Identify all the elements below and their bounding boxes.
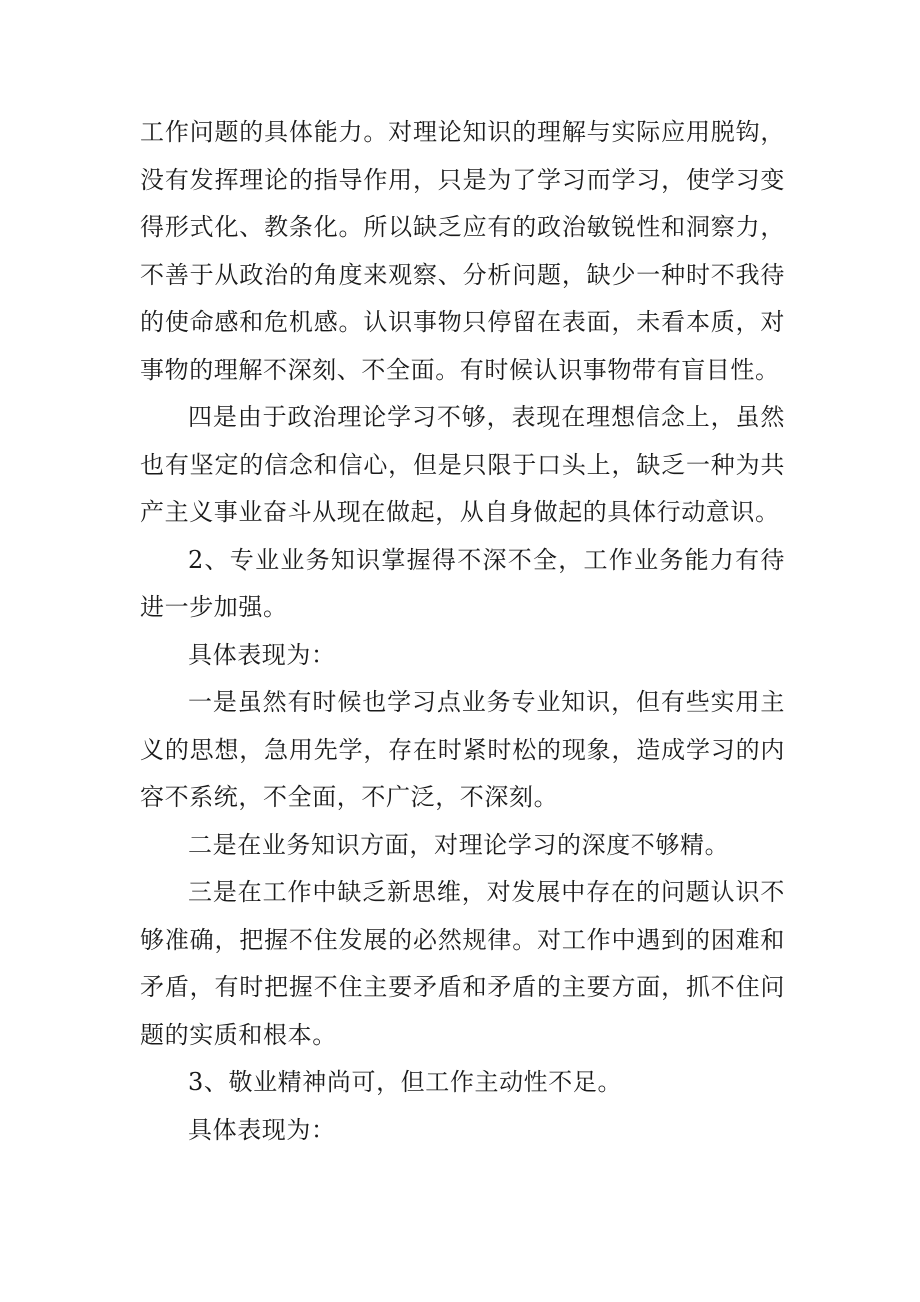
document-body [140, 109, 785, 1154]
paragraph-heading-professional-knowledge: 2、专业业务知识掌握得不深不全，工作业务能力有待进一步加强。 [140, 545, 785, 621]
paragraph-point-two: 二是在业务知识方面，对理论学习的深度不够精。 [188, 830, 730, 859]
paragraph-point-one: 一是虽然有时候也学习点业务专业知识，但有些实用主义的思想，急用先学，存在时紧时松的现象，造成学习的内容不系统，不全面，不广泛，不深刻。 [140, 688, 785, 811]
paragraph-continuation: 工作问题的具体能力。对理论知识的理解与实际应用脱钩，没有发挥理论的指导作用，只是为了学习而学习，使学习变得形式化、教条化。所以缺乏应有的政治敏锐性和洞察力，不善于从政治的角度来观察、分析问题，缺少一种时不我待的使命感和危机感。认识事物只停留在表面，未看本质，对事物的理解不深刻、不全面。有时候认识事物带有盲目性。 [140, 118, 785, 384]
paragraph-heading-dedication: 3、敬业精神尚可，但工作主动性不足。 [188, 1068, 623, 1096]
paragraph-ideals-belief: 四是由于政治理论学习不够，表现在理想信念上，虽然也有坚定的信念和信心，但是只限于口头上，缺乏一种为共产主义事业奋斗从现在做起，从自身做起的具体行动意识。 [140, 403, 785, 526]
paragraph-label-manifestation-1: 具体表现为： [188, 640, 336, 669]
paragraph-point-three: 三是在工作中缺乏新思维，对发展中存在的问题认识不够准确，把握不住发展的必然规律。对工作中遇到的困难和矛盾，有时把握不住主要矛盾和矛盾的主要方面，抓不住问题的实质和根本。 [140, 878, 785, 1049]
paragraph-label-manifestation-2: 具体表现为： [188, 1115, 336, 1144]
